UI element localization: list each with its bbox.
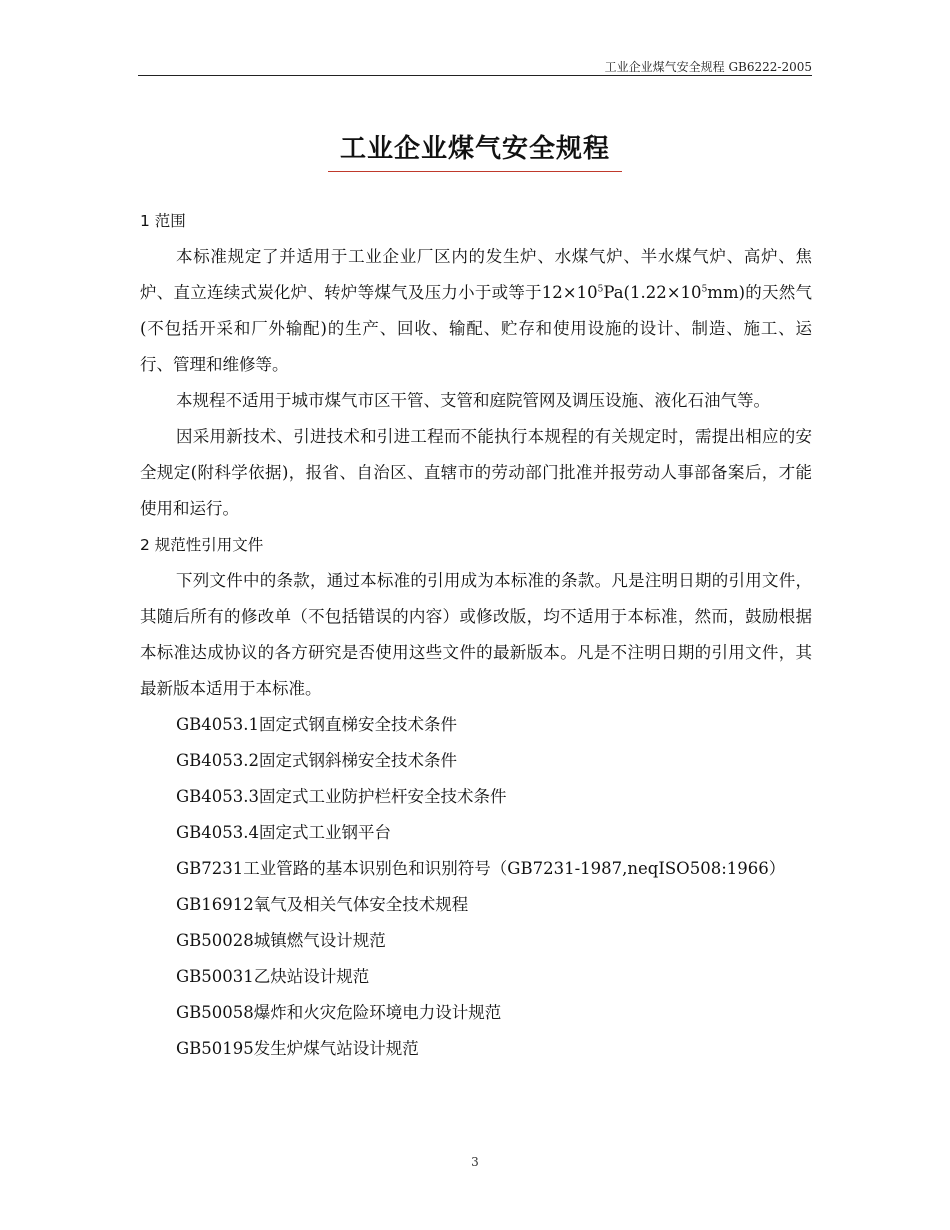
reference-item: GB50031乙炔站设计规范 xyxy=(176,967,370,986)
reference-item: GB50195发生炉煤气站设计规范 xyxy=(176,1039,419,1058)
section-2-paragraph-1: 下列文件中的条款，通过本标准的引用成为本标准的条款。凡是注明日期的引用文件，其随后所有的修改单（不包括错误的内容）或修改版，均不适用于本标准，然而，鼓励根据本标准达成协议的各方研究是否使用这些文件的最新版本。凡是不注明日期的引用文件，其最新版本适用于本标准。 xyxy=(140,571,812,698)
section-1-paragraph-1: 本标准规定了并适用于工业企业厂区内的发生炉、水煤气炉、半水煤气炉、高炉、焦炉、直立连续式炭化炉、转炉等煤气及压力小于或等于$12\times 10^5Pa(1.22\times 10^5mm)$的天然气(不包括开采和厂外输配)的生产、回收、输配、贮存和使用设施的设计、制造、施工、运行、管理和维修等。 xyxy=(140,247,812,374)
section-1-paragraph-2: 本规程不适用于城市煤气市区干管、支管和庭院管网及调压设施、液化石油气等。 xyxy=(176,391,770,410)
section-1-paragraph-3: 因采用新技术、引进技术和引进工程而不能执行本规程的有关规定时，需提出相应的安全规定(附科学依据)，报省、自治区、直辖市的劳动部门批准并报劳动人事部备案后，才能使用和运行。 xyxy=(140,427,812,518)
reference-item: GB4053.1固定式钢直梯安全技术条件 xyxy=(176,715,458,734)
page-number: 3 xyxy=(471,1155,479,1169)
reference-item: GB4053.3固定式工业防护栏杆安全技术条件 xyxy=(176,787,507,806)
reference-item: GB50058爆炸和火灾危险环境电力设计规范 xyxy=(176,1003,502,1022)
section-2-heading: 2 规范性引用文件 xyxy=(140,536,264,554)
document-title: 工业企业煤气安全规程 xyxy=(328,128,622,172)
reference-item: GB16912氧气及相关气体安全技术规程 xyxy=(176,895,469,914)
reference-item: GB4053.4固定式工业钢平台 xyxy=(176,823,392,842)
section-1-heading: 1 范围 xyxy=(140,212,186,230)
header-rule xyxy=(138,75,812,76)
document-body xyxy=(140,203,812,1067)
page-header: 工业企业煤气安全规程 GB6222-2005 xyxy=(604,60,812,74)
reference-item: GB7231工业管路的基本识别色和识别符号（GB7231-1987,neqISO508:1966） xyxy=(176,859,786,878)
reference-item: GB50028城镇燃气设计规范 xyxy=(176,931,386,950)
reference-item: GB4053.2固定式钢斜梯安全技术条件 xyxy=(176,751,458,770)
